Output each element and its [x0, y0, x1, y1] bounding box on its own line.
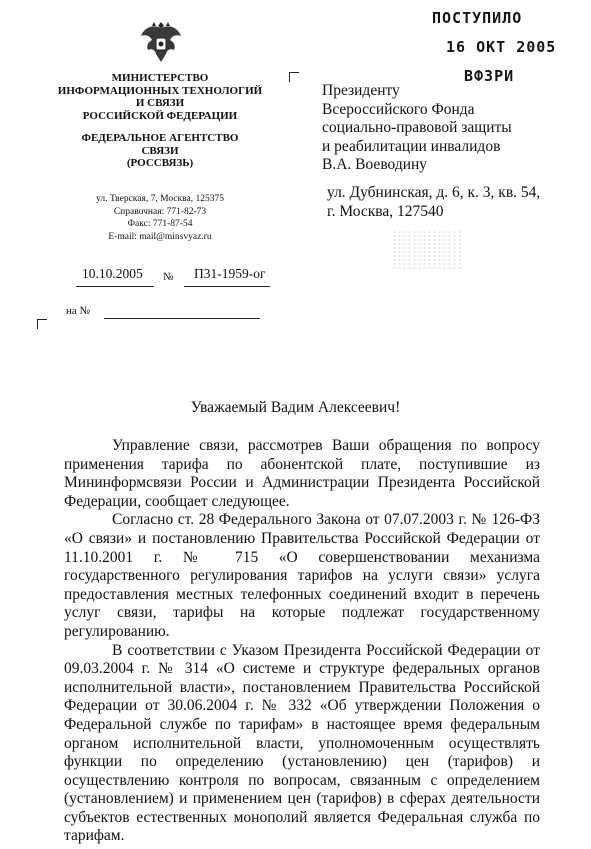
- recipient-line: социально-правовой защиты: [322, 119, 512, 136]
- recipient-line: Всероссийского Фонда: [322, 100, 475, 118]
- agency-line: (РОССВЯЗЬ): [126, 157, 194, 169]
- agency-line: ФЕДЕРАЛЬНОЕ АГЕНТСТВО: [81, 132, 239, 144]
- address-line: ул. Дубнинская, д. 6, к. 3, кв. 54,: [327, 184, 541, 201]
- date-underline: [76, 286, 154, 287]
- letter-paragraph: Согласно ст. 28 Федерального Закона от 07.07.2003 г. № 126-ФЗ «О связи» и постановлению Правительства Российской Федерации от 11.10.2001 г. № 715 «О совершенствовании механизма государственного регулирования тарифов на услуги связи» услуга предоставления местных телефонных соединений входит в перечень услуг связи, тарифы на которые подлежат государственному регулированию.: [64, 511, 540, 640]
- ministry-line: И СВЯЗИ: [135, 97, 185, 109]
- agency-name: [52, 132, 268, 170]
- received-stamp-title: ПОСТУПИЛО: [432, 9, 523, 27]
- scan-noise: [392, 230, 462, 270]
- recipient-line: и реабилитации инвалидов: [322, 137, 501, 155]
- agency-line: СВЯЗИ: [141, 144, 179, 157]
- letter-paragraph: Управление связи, рассмотрев Ваши обращения по вопросу применения тарифа по абонентской плате, поступившие из Мининформсвязи России и Администрации Президента Российской Федерации, сообщает следующее.: [64, 437, 540, 510]
- coat-of-arms-emblem: [138, 18, 184, 68]
- recipient-line: В.А. Воеводину: [322, 156, 428, 173]
- ministry-line: РОССИЙСКОЙ ФЕДЕРАЦИИ: [82, 109, 238, 122]
- contact-line: E-mail: mail@minsvyaz.ru: [108, 231, 212, 242]
- reply-to-label: на №: [66, 305, 91, 317]
- contact-line: Факс: 771-87-54: [127, 219, 193, 229]
- subject-corner-mark: [37, 319, 47, 329]
- address-corner-mark: [289, 72, 299, 82]
- address-line: г. Москва, 127540: [327, 203, 444, 220]
- outgoing-number: П31-1959-ог: [194, 266, 266, 281]
- letter-paragraph: В соответствии с Указом Президента Российской Федерации от 09.03.2004 г. № 314 «О системе и структуре федеральных органов исполнительной власти», постановлением Правительства Российской Федерации от 30.06.2004 г. № 332 «Об утверждении Положения о Федеральной службе по тарифам» в настоящее время федеральным органом исполнительной власти, уполномоченным осуществлять функции по определению (установлению) цен (тарифов) и осуществлению контроля по вопросам, связанным с определением (установлением) и применением цен (тарифов) в сферах деятельности субъектов естественных монополий является Федеральная служба по тарифам.: [64, 641, 540, 845]
- number-sign: №: [163, 271, 174, 283]
- reply-underline: [104, 318, 260, 319]
- sender-contact: [52, 193, 268, 243]
- number-underline: [184, 286, 270, 287]
- salutation: Уважаемый Вадим Алексеевич!: [190, 399, 401, 416]
- ministry-line: МИНИСТЕРСТВО: [111, 72, 209, 84]
- ministry-line: ИНФОРМАЦИОННЫХ ТЕХНОЛОГИЙ: [57, 84, 263, 97]
- recipient-line: Президенту: [322, 82, 400, 99]
- outgoing-date: 10.10.2005: [82, 266, 143, 281]
- received-stamp-org: ВФЗРИ: [464, 67, 515, 85]
- contact-line: ул. Тверская, 7, Москва, 125375: [96, 194, 224, 204]
- ministry-name: [52, 72, 268, 122]
- recipient-address: [327, 183, 540, 221]
- contact-line: Справочная: 771-82-73: [113, 206, 207, 217]
- recipient-block: [322, 82, 512, 175]
- letter-body: [64, 437, 540, 846]
- received-stamp-date: 16 ОКТ 2005: [446, 38, 557, 56]
